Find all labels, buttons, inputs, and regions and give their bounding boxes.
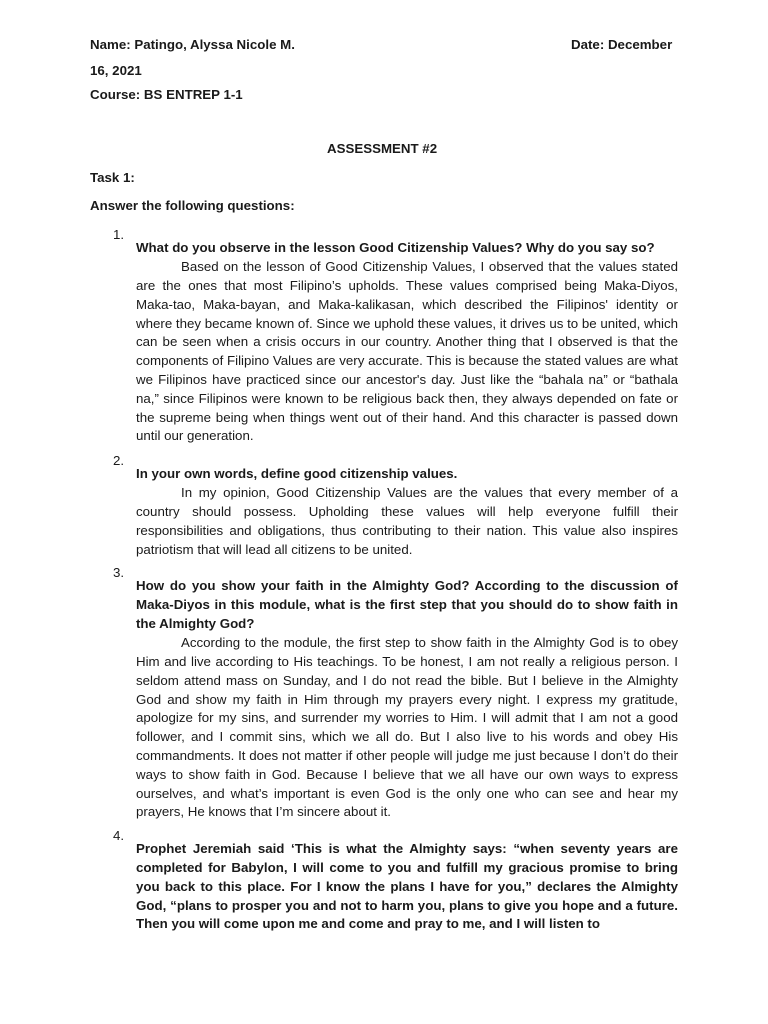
question-number: 4. (113, 828, 125, 843)
question-number: 3. (113, 565, 125, 580)
answer-text: In my opinion, Good Citizenship Values are the values that every member of a country should possess. Upholding these values will help everyone fulfill their responsibilities and obligations, thus contributing to their nation. This value also inspires patriotism that will lead all citizens to be united. (136, 485, 678, 557)
answer-text: According to the module, the first step to show faith in the Almighty God is to obey Him and live according to His teachings. To be honest, I am not really a religious person. I seldom attend mass on Sunday, and I do not read the bible. But I believe in the Almighty God and show my faith in Him through my prayers every night. I express my gratitude, apologize for my sins, and surrender my worries to Him. I will admit that I am not a good follower, and I commit sins, which we all do. But I also live to his words and obey His commandments. It does not matter if other people will judge me just because I don’t do their ways to show faith in God. Because I believe that we all have our own ways to express ourselves, and what’s important is even God is the only one who can see and hear my prayers, He knows that I’m sincere about it. (136, 635, 678, 820)
question-text: What do you observe in the lesson Good Citizenship Values? Why do you say so? (136, 240, 655, 256)
page-title: ASSESSMENT #2 (327, 141, 438, 156)
question-text: Prophet Jeremiah said ‘This is what the Almighty says: “when seventy years are completed for Babylon, I will come to you and fulfill my gracious promise to bring you back to this place. For I know the plans I have for you,” declares the Almighty God, “plans to prosper you and not to harm you, plans to give you hope and a future. Then you will come upon me and come and pray to me, and I will listen to (136, 841, 678, 932)
question-number: 2. (113, 453, 125, 468)
task-label: Task 1: (90, 170, 135, 185)
question-text: In your own words, define good citizenship values. (136, 466, 458, 482)
question-text: How do you show your faith in the Almighty God? According to the discussion of Maka-Diyos in this module, what is the first step that you should do to show faith in the Almighty God? (136, 578, 678, 631)
student-name: Name: Patingo, Alyssa Nicole M. (90, 37, 295, 52)
answer-text: Based on the lesson of Good Citizenship Values, I observed that the values stated are the ones that most Filipino’s upholds. These values comprised being Maka-Diyos, Maka-tao, Maka-bayan, and Maka-kalikasan, which described the Filipinos' identity or where they became known of. Since we uphold these values, it drives us to be united, which can be seen when a crisis occurs in our country. Another thing that I observed is that the components of Filipino Values are very accurate. This is because the stated values are what we Filipinos have practiced since our ancestor's day. Just like the “bahala na” or “bathala na,” since Filipinos were known to be religious back then, they always depended on fate or the supreme being when things went out of their hand. And this character is passed down until our generation. (136, 259, 678, 444)
question-number: 1. (113, 227, 125, 242)
instruction: Answer the following questions: (90, 198, 295, 213)
date-label: Date: December (571, 37, 673, 52)
date-continued: 16, 2021 (90, 63, 142, 78)
course-label: Course: BS ENTREP 1-1 (90, 87, 243, 102)
